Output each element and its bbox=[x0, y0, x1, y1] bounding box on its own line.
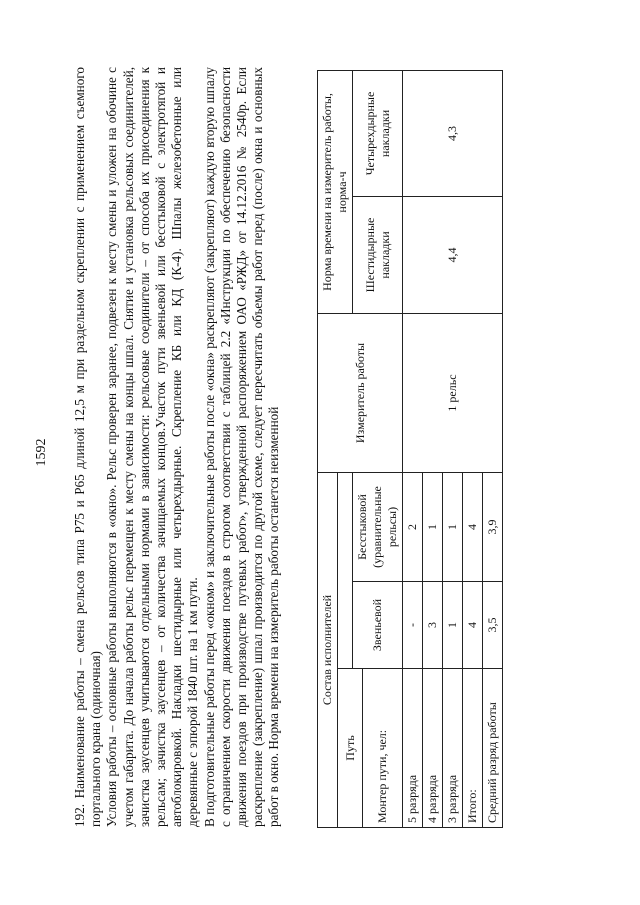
header-staff: Состав исполнителей bbox=[318, 473, 338, 828]
table-row: Итого: 4 4 bbox=[463, 71, 483, 828]
norm-four-hole: 4,3 bbox=[403, 71, 503, 197]
header-norm: Норма времени на измеритель работы, норма-ч bbox=[318, 71, 353, 314]
page-number: 1592 bbox=[34, 438, 49, 467]
header-blank bbox=[338, 473, 353, 669]
header-track: Путь bbox=[338, 669, 363, 828]
header-jointed: Звеньевой bbox=[353, 582, 403, 669]
header-seamless: Бесстыковой (уравнительные рельсы) bbox=[353, 473, 403, 582]
header-worker: Монтер пути, чел: bbox=[363, 669, 403, 828]
table-row: Средний разряд работы 3,5 3,9 bbox=[483, 71, 503, 828]
work-conditions: Условия работы – основные работы выполняются в «окно». Рельс проверен заранее, подвезен к месту смены и уложен на обочине с учетом габарита. До начала работы рельс перемещен к месту смены на концы шпал. Снятие и установка рельсовых соединителей, зачистка заусенцев учитываются отдельными нормами в зависимости: рельсовые соединители – от способа их присоединения к рельсам; зачистка заусенцев – от количества зачищаемых концов.Участок пути звеньевой или бесстыковой с электротягой и автоблокировкой. Накладки шестидырные или четырехдырные. Скрепление КБ или КД (К-4). Шпалы железобетонные или деревянные с эпюрой 1840 шт. на 1 км пути. bbox=[104, 67, 201, 827]
header-unit: Измеритель работы bbox=[318, 314, 403, 473]
header-six-hole: Шестидырные накладки bbox=[353, 196, 403, 313]
preparatory-works: В подготовительные работы перед «окном» и заключительные работы после «окна» раскрепляют (закрепляют) каждую вторую шпалу с ограничением скорости движения поездов в строгом соответствии с таблицей 2.2 «Инструкции по обеспечению безопасности движения поездов при производстве путевых работ», утвержденной распоряжением ОАО «РЖД» от 14.12.2016 № 2540р. Если раскрепление (закрепление) шпал производится по другой схеме, следует пересчитать объемы работ перед (после) окна и основных работ в окно. Норма времени на измеритель работы останется неизменной bbox=[201, 67, 282, 827]
body-text bbox=[72, 67, 283, 827]
header-four-hole: Четырехдырные накладки bbox=[353, 71, 403, 197]
unit-value: 1 рельс bbox=[403, 314, 503, 473]
table-row: 3 разряда 1 1 bbox=[443, 71, 463, 828]
norm-table bbox=[317, 70, 503, 828]
norm-six-hole: 4,4 bbox=[403, 196, 503, 313]
table-row: 5 разряда - 2 1 рельс 4,4 4,3 bbox=[403, 71, 423, 828]
work-title: 192. Наименование работы – смена рельсов типа Р75 и Р65 длиной 12,5 м при раздельном скреплении с применением съемного портального крана (одиночная) bbox=[72, 67, 104, 827]
table-row: 4 разряда 3 1 bbox=[423, 71, 443, 828]
